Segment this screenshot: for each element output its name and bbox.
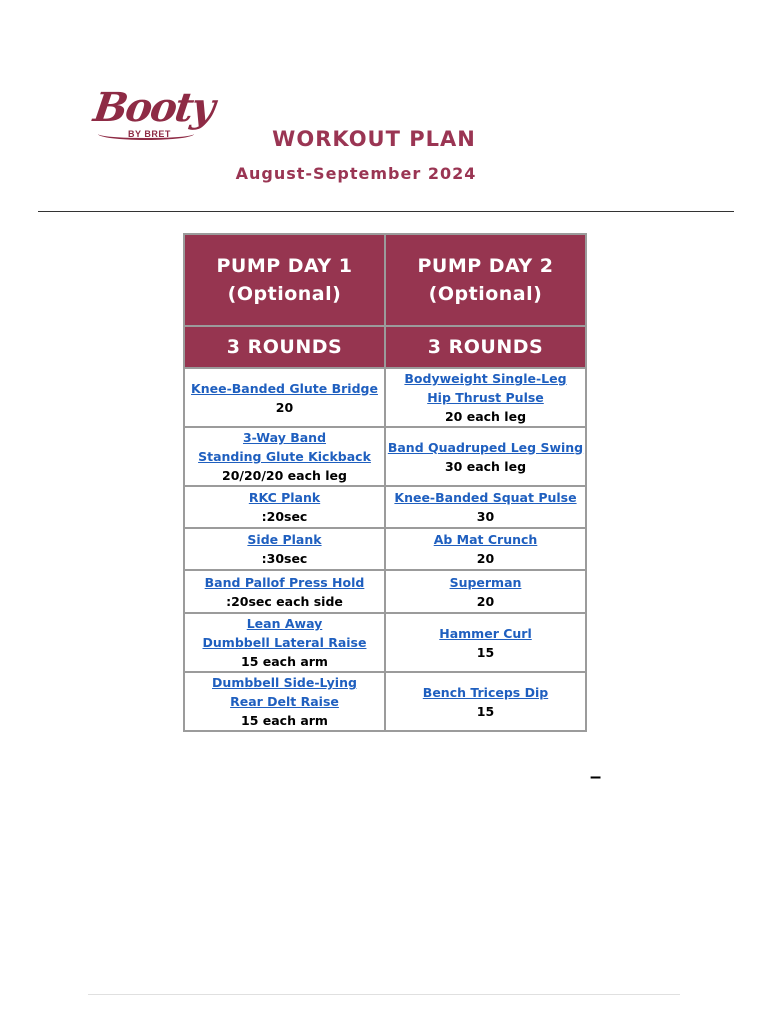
day-2-title: PUMP DAY 2 (417, 255, 554, 277)
workout-table (183, 233, 587, 732)
page-title: WORKOUT PLAN (272, 127, 476, 151)
exercise-link[interactable]: Ab Mat Crunch (433, 532, 538, 547)
exercise-cell (385, 672, 586, 731)
reps-text: :20sec each side (226, 593, 343, 609)
reps-text: 30 each leg (444, 458, 527, 474)
table-row (184, 368, 586, 427)
exercise-cell (385, 613, 586, 672)
exercise-link[interactable]: Superman (449, 574, 522, 590)
exercise-cell (184, 570, 385, 613)
day-1-optional: (Optional) (227, 283, 342, 305)
exercise-link[interactable]: Knee-Banded Glute Bridge (191, 380, 378, 396)
page-subtitle: August-September 2024 (235, 164, 477, 183)
day-header-row (184, 234, 586, 326)
table-row (184, 672, 586, 731)
exercise-cell (184, 427, 385, 486)
table-row (184, 486, 586, 528)
exercise-link[interactable]: Dumbbell Side-Lying (212, 675, 357, 690)
exercise-cell (385, 486, 586, 528)
header-divider (38, 211, 734, 212)
reps-text: 15 each arm (241, 713, 328, 728)
reps-text: 15 (476, 644, 495, 660)
footer-divider (88, 994, 680, 995)
exercise-cell (184, 613, 385, 672)
table-row (184, 528, 586, 570)
exercise-cell (385, 427, 586, 486)
exercise-link[interactable]: Band Quadruped Leg Swing (387, 439, 584, 455)
reps-text: 15 each arm (241, 654, 328, 669)
exercise-link[interactable]: RKC Plank (248, 490, 321, 505)
exercise-link[interactable]: Bench Triceps Dip (422, 684, 549, 700)
logo-sub-text: BY BRET (128, 129, 171, 139)
reps-text: 20/20/20 each leg (222, 468, 347, 483)
reps-text: 20 (476, 593, 495, 609)
exercise-link[interactable]: Side Plank (247, 532, 322, 547)
reps-text: 20 (476, 551, 495, 566)
rounds-row (184, 326, 586, 368)
table-row (184, 427, 586, 486)
exercise-cell (184, 528, 385, 570)
exercise-cell (184, 672, 385, 731)
reps-text: :20sec (261, 509, 308, 524)
exercise-cell (385, 570, 586, 613)
stray-dash-mark: – (590, 766, 602, 788)
day-1-title: PUMP DAY 1 (216, 255, 353, 277)
exercise-link[interactable]: Band Pallof Press Hold (204, 574, 365, 590)
day-2-optional: (Optional) (428, 283, 543, 305)
day-1-rounds: 3 ROUNDS (184, 326, 385, 368)
reps-text: 15 (476, 703, 495, 719)
exercise-cell (385, 368, 586, 427)
exercise-link[interactable]: Bodyweight Single-Leg (404, 371, 567, 386)
exercise-link[interactable]: Dumbbell Lateral Raise (202, 635, 367, 650)
exercise-cell (385, 528, 586, 570)
table-row (184, 613, 586, 672)
exercise-cell (184, 368, 385, 427)
day-2-rounds: 3 ROUNDS (385, 326, 586, 368)
exercise-link[interactable]: Hammer Curl (439, 625, 532, 641)
table-row (184, 570, 586, 613)
exercise-link[interactable]: Lean Away (246, 616, 323, 631)
reps-text: :30sec (261, 551, 308, 566)
exercise-link[interactable]: Standing Glute Kickback (198, 449, 371, 464)
reps-text: 20 each leg (444, 409, 527, 424)
exercise-link[interactable]: Rear Delt Raise (230, 694, 339, 709)
exercise-link[interactable]: 3-Way Band (242, 430, 327, 445)
exercise-link[interactable]: Hip Thrust Pulse (427, 390, 544, 405)
day-1-header (184, 234, 385, 326)
reps-text: 20 (275, 399, 294, 415)
exercise-link[interactable]: Knee-Banded Squat Pulse (394, 490, 577, 505)
exercise-cell (184, 486, 385, 528)
day-2-header (385, 234, 586, 326)
logo-script-text: Booty (90, 84, 217, 131)
reps-text: 30 (476, 509, 495, 524)
